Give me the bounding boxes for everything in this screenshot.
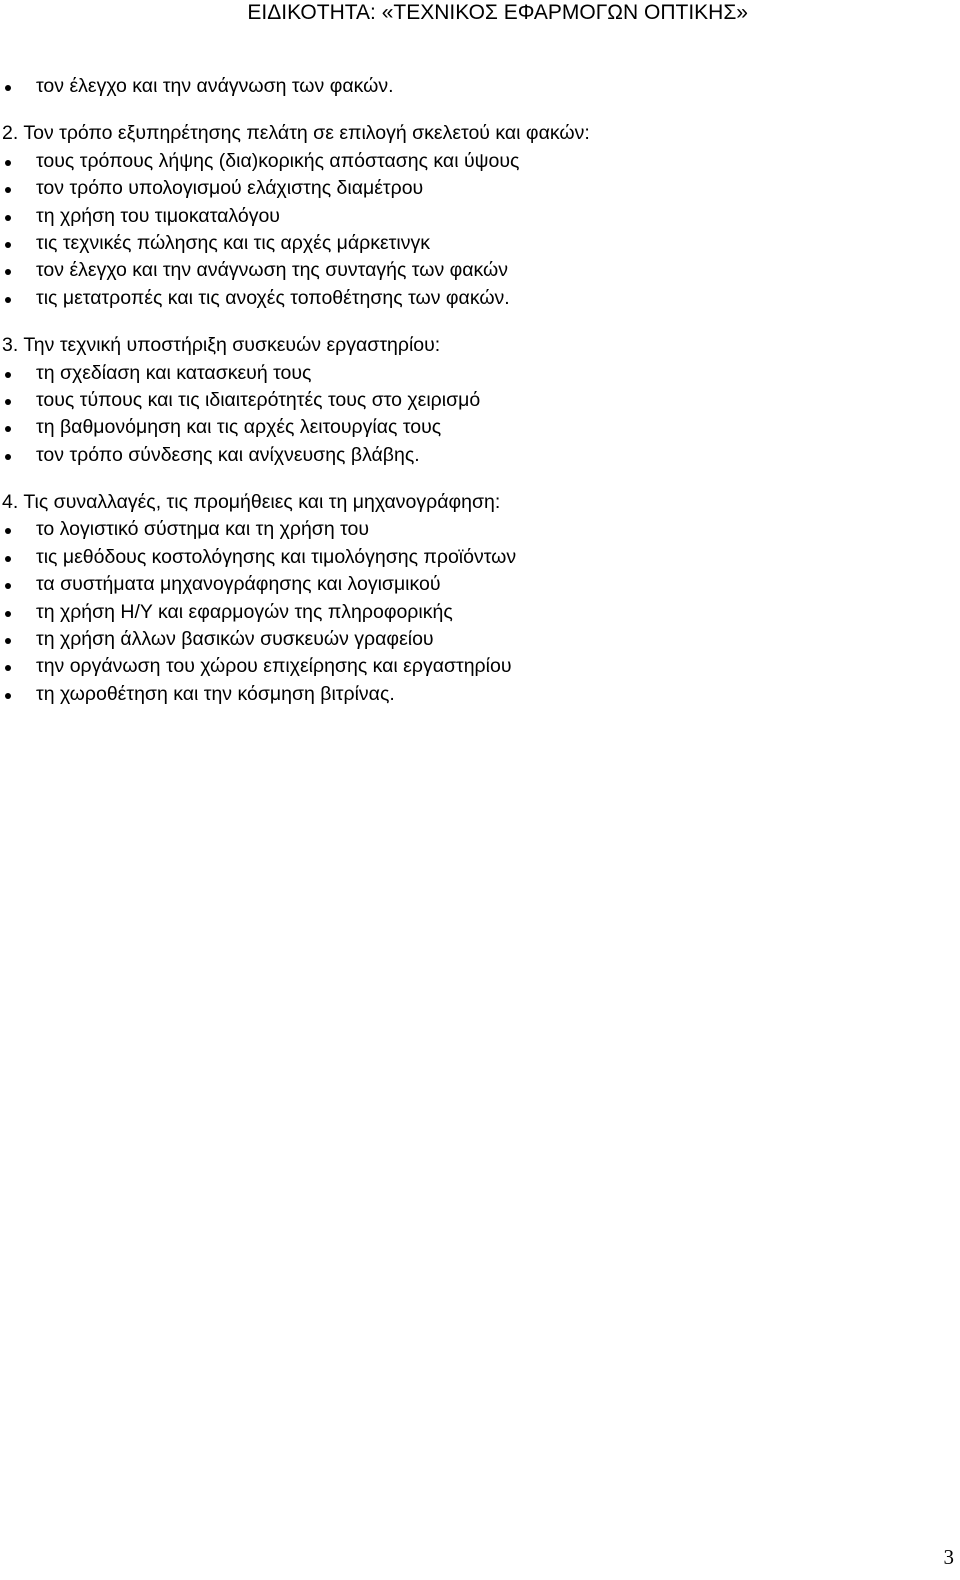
list-item [0, 175, 940, 202]
list-item [0, 387, 940, 414]
section-3 [0, 332, 940, 469]
list-item-text: τον τρόπο υπολογισμού ελάχιστης διαμέτρου [36, 177, 424, 200]
section-list [0, 360, 940, 470]
section-2 [0, 120, 940, 312]
bullet-icon [5, 215, 11, 221]
intro-list [0, 73, 940, 100]
bullet-icon [5, 269, 11, 275]
list-item-text: τους τύπους και τις ιδιαιτερότητές τους στο χειρισμό [36, 388, 481, 411]
section-title: 3. Την τεχνική υποστήριξη συσκευών εργαστηρίου: [2, 334, 441, 357]
list-item [0, 571, 940, 598]
list-item [0, 257, 940, 284]
list-item [0, 148, 940, 175]
document-body [0, 73, 940, 708]
list-item-text: το λογιστικό σύστημα και τη χρήση του [36, 518, 370, 541]
bullet-icon [5, 611, 11, 617]
page-header: ΕΙΔΙΚΟΤΗΤΑ: «ΤΕΧΝΙΚΟΣ ΕΦΑΡΜΟΓΩΝ ΟΠΤΙΚΗΣ» [247, 1, 748, 24]
list-item-text: τον τρόπο σύνδεσης και ανίχνευσης βλάβης. [36, 443, 420, 466]
list-item-text: τις τεχνικές πώλησης και τις αρχές μάρκετινγκ [36, 231, 430, 254]
bullet-icon [5, 454, 11, 460]
list-item [0, 203, 940, 230]
list-item-text: τη σχεδίαση και κατασκευή τους [36, 361, 312, 384]
list-item [0, 230, 940, 257]
bullet-icon [5, 160, 11, 166]
list-item [0, 73, 940, 100]
bullet-icon [5, 85, 11, 91]
bullet-icon [5, 426, 11, 432]
bullet-icon [5, 242, 11, 248]
bullet-icon [5, 693, 11, 699]
list-item [0, 414, 940, 441]
list-item-text: τον έλεγχο και την ανάγνωση των φακών. [36, 75, 394, 97]
list-item-text: την οργάνωση του χώρου επιχείρησης και εργαστηρίου [36, 655, 512, 678]
list-item-text: τη βαθμονόμηση και τις αρχές λειτουργίας τους [36, 416, 442, 439]
section-4 [0, 489, 940, 708]
bullet-icon [5, 297, 11, 303]
bullet-icon [5, 665, 11, 671]
bullet-icon [5, 399, 11, 405]
list-item-text: τον έλεγχο και την ανάγνωση της συνταγής των φακών [36, 259, 509, 282]
list-item-text: τη χωροθέτηση και την κόσμηση βιτρίνας. [36, 682, 395, 705]
bullet-icon [5, 556, 11, 562]
list-item [0, 599, 940, 626]
list-item [0, 544, 940, 571]
list-item-text: τα συστήματα μηχανογράφησης και λογισμικού [36, 573, 441, 596]
list-item-text: τη χρήση Η/Υ και εφαρμογών της πληροφορικής [36, 600, 453, 623]
page-number: 3 [943, 1545, 954, 1569]
list-item [0, 681, 940, 708]
list-item [0, 285, 940, 312]
list-item-text: τους τρόπους λήψης (δια)κορικής απόστασης και ύψους [36, 149, 520, 172]
list-item-text: τη χρήση του τιμοκαταλόγου [36, 204, 280, 227]
section-list [0, 148, 940, 312]
list-item-text: τη χρήση άλλων βασικών συσκευών γραφείου [36, 628, 434, 651]
list-item-text: τις μεθόδους κοστολόγησης και τιμολόγησης προϊόντων [36, 545, 517, 568]
list-item [0, 516, 940, 543]
bullet-icon [5, 372, 11, 378]
bullet-icon [5, 583, 11, 589]
section-title: 4. Τις συναλλαγές, τις προμήθειες και τη μηχανογράφηση: [2, 491, 501, 514]
bullet-icon [5, 528, 11, 534]
section-title: 2. Τον τρόπο εξυπηρέτησης πελάτη σε επιλογή σκελετού και φακών: [2, 122, 590, 145]
list-item [0, 442, 940, 469]
list-item-text: τις μετατροπές και τις ανοχές τοποθέτησης των φακών. [36, 286, 510, 309]
list-item [0, 653, 940, 680]
bullet-icon [5, 638, 11, 644]
section-list [0, 516, 940, 708]
list-item [0, 360, 940, 387]
bullet-icon [5, 187, 11, 193]
list-item [0, 626, 940, 653]
